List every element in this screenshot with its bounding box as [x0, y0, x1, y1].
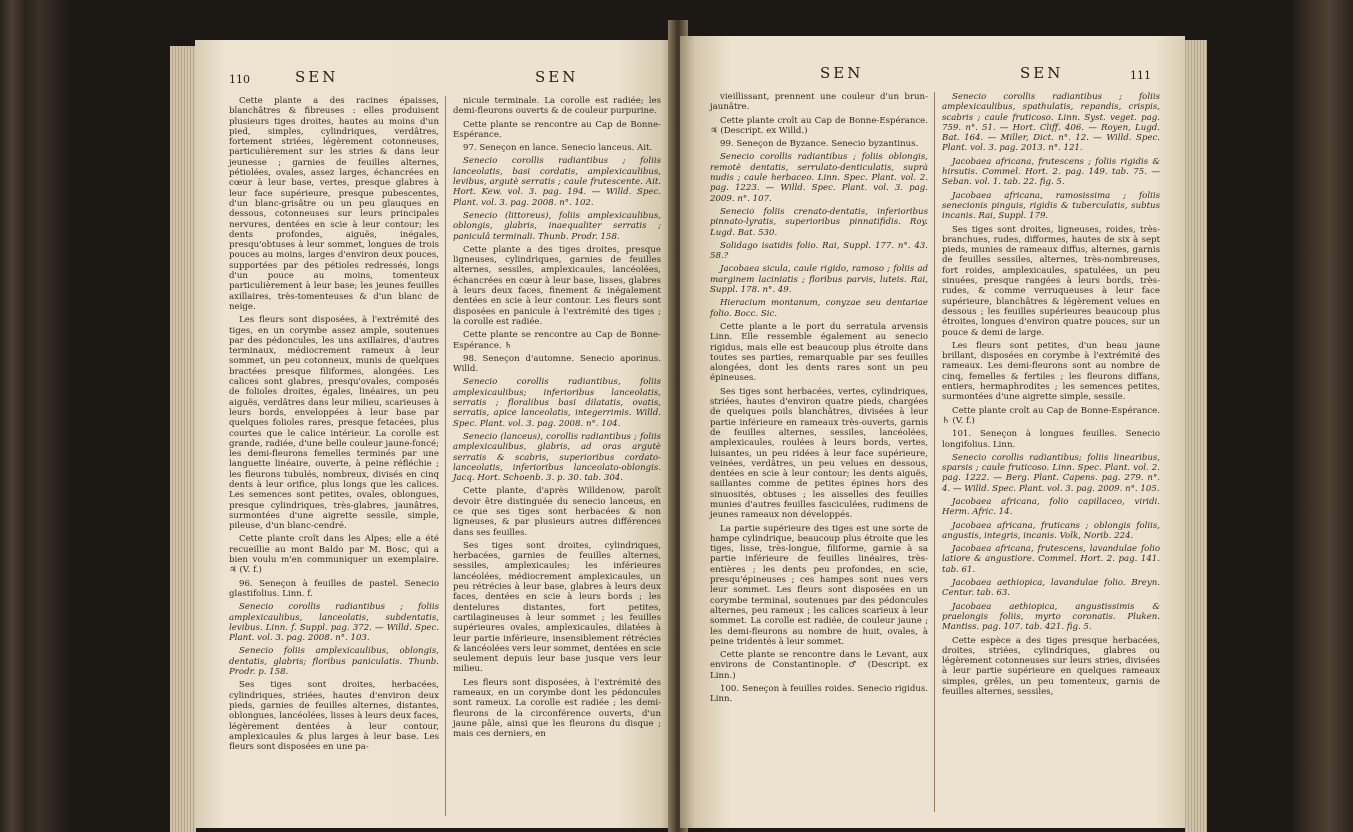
column-rule: [445, 96, 446, 816]
citation: Jacobaea aethiopica, lavandulae folio. Breyn. Centur. tab. 63.: [942, 578, 1160, 599]
text-column-1: [710, 92, 928, 708]
entry-heading: 97. Seneçon en lance. Senecio lanceus. Ait.: [463, 143, 653, 154]
paragraph: Ses tiges sont herbacées, vertes, cylindriques, striées, hautes d'environ quatre pieds, chargées de quelques poils blanchâtres, divisées à leur partie inférieure en rameaux très-ouverts, garnis de feuilles alternes, sessiles, lancéolées, amplexicaules, roulées à leurs bords, vertes, luisantes, un peu ridées à leur face supérieure, veinées, verdâtres, un peu velues en dessous, dentées en scie à leur contour; les dents aiguës, saillantes comme de petites épines hors des sinuosités, obtuses ; les aisselles des feuilles munies d'autres feuilles fasciculées, rudimens de jeunes rameaux non développés.: [710, 386, 928, 521]
paragraph: vieillissant, prennent une couleur d'un brun-jaunâtre.: [710, 92, 928, 113]
paragraph: Cette plante croît au Cap de Bonne-Espérance. ♃ (Descript. ex Willd.): [710, 115, 928, 136]
citation: Jacobaea africana, frutescens, lavandulae folio latiore & angustiore. Commel. Hort. 2. pag. 141. tab. 61.: [942, 544, 1160, 575]
citation: Senecio corollis radiantibus; foliis linearibus, sparsis ; caule fruticoso. Linn. Spec. Plant. vol. 2. pag. 1222. — Berg. Plant. Capens. pag. 279. n°. 4. — Willd. Spec. Plant. vol. 3. pag. 2009. n°. 105.: [942, 452, 1160, 494]
text-column-1: [229, 96, 439, 755]
citation: Jacobaea africana, fruticans ; oblongis foliis, angustis, integris, incanis. Volk, Norib. 224.: [942, 520, 1160, 541]
citation: Senecio (littoreus), foliis amplexicaulibus, oblongis, glabris, inaequaliter serratis ; paniculâ terminali. Thunb. Prodr. 158.: [453, 210, 661, 242]
paragraph: Cette espèce a des tiges presque herbacées, droites, striées, cylindriques, glabres ou légèrement cotonneuses sur leurs stries, divisées à leur partie supérieure en quelques rameaux simples, grêles, un peu tomenteux, garnis de feuilles alternes, sessiles,: [942, 635, 1160, 698]
page-number: 111: [1130, 69, 1151, 82]
citation: Senecio corollis radiantibus ; foliis oblongis, remotè dentatis, serrulato-denticulatis, suprà nudis ; caule herbaceo. Linn. Spec. Plant. vol. 2. pag. 1223. — Willd. Spec. Plant. vol. 3. pag. 2009. n°. 107.: [710, 152, 928, 204]
citation: Hieracium montanum, conyzae seu dentariae folio. Bocc. Sic.: [710, 298, 928, 319]
citation: Senecio corollis radiantibus ; foliis amplexicaulibus, lanceolatis, subdentatis, levibus. Linn. f. Suppl. pag. 372. — Willd. Spec. Plant. vol. 3. pag. 2008. n°. 103.: [229, 602, 439, 644]
paragraph: Ses tiges sont droites, ligneuses, roides, très-branchues, rudes, difformes, hautes de six à sept pieds, munies de rameaux diffus, alternes, garnis de feuilles sessiles, alternes, très-nombreuses, fort roides, amplexicaules, spatulées, un peu sinuées, presque rangées à leurs bords, très-rudes, & comme verruqueuses à leur face supérieure, blanchâtres & légèrement velues en dessous ; les feuilles supérieures beaucoup plus étroites, longues d'environ quatre pouces, sur un pouce & demi de large.: [942, 224, 1160, 338]
citation: Jacobaea sicula, caule rigido, ramoso ; foliis ad marginem laciniatis ; floribus parvis, luteis. Rai, Suppl. 178. n°. 49.: [710, 264, 928, 296]
page-number: 110: [229, 73, 250, 86]
paragraph: La partie supérieure des tiges est une sorte de hampe cylindrique, beaucoup plus étroite que les tiges, lisse, très-longue, filiforme, garnie à sa partie inférieure de feuilles linéaires, très-entières ; les dents peu profondes, en scie, presqu'épineuses ; ces hampes sont nues vers leur sommet. Les fleurs sont disposées en un corymbe terminal, soutenues par des pédoncules alternes, peu rameux ; les calices scarieux à leur sommet. La corolle est radiée, de couleur jaune ; les demi-fleurons au nombre de huit, ovales, à peine tridentés à leur sommet.: [710, 523, 928, 647]
paragraph: Cette plante croît au Cap de Bonne-Espérance. ♄ (V. f.): [942, 405, 1160, 426]
paragraph: Cette plante a des racines épaisses, blanchâtres & fibreuses : elles produisent plusieurs tiges droites, hautes au moins d'un pied, simples, cylindriques, verdâtres, fortement striées, légèrement cotonneuses, particulièrement sur les stries & dans leur jeunesse ; garnies de feuilles alternes, pétiolées, ovales, assez larges, échancrées en cœur à leur base, vertes, presque glabres à leur face supérieure, presque pubescentes, d'un blanc-grisâtre ou un peu glauques en dessous, cotonneuses sur leurs principales nervures, dentées en scie à leur contour; les dents profondes, aiguës, inégales, presqu'obtuses à leur sommet, longues de trois pouces au moins, larges d'environ deux pouces, supportées par des pétioles redressés, longs d'un pouce au moins, tomenteux particulièrement à leur base; les jeunes feuilles axillaires, très-tomenteuses & d'un blanc de neige.: [229, 96, 439, 312]
column-rule: [934, 92, 935, 812]
citation: Solidago isatidis folio. Rai, Suppl. 177. n°. 43. 58.?: [710, 240, 928, 262]
entry-heading: 99. Seneçon de Byzance. Senecio byzantinus.: [720, 139, 919, 150]
citation: Senecio corollis radiantibus ; foliis amplexicaulibus, spathulatis, repandis, crispis, scabris ; caule fruticoso. Linn. Syst. veget. pag. 759. n°. 51. — Hort. Cliff. 406. — Royen, Lugd. Bat. 164. — Miller, Dict. n°. 12. — Willd. Spec. Plant. vol. 3. pag. 2013. n°. 121.: [942, 92, 1160, 154]
citation: Senecio (lanceus), corollis radiantibus ; foliis amplexicaulibus, glabris, ad oras argutè serratis & scabris, superioribus cordato-lanceolatis, inferioribus lanceolato-oblongis. Jacq. Hort. Schoenb. 3. p. 30. tab. 304.: [453, 431, 661, 484]
right-page-edges: [1185, 40, 1207, 832]
citation: Senecio foliis amplexicaulibus, oblongis, dentatis, glabris; floribus paniculatis. Thunb. Prodr. p. 158.: [229, 646, 439, 678]
paragraph: Ses tiges sont droites, cylindriques, herbacées, garnies de feuilles alternes, sessiles, amplexicaules; les inférieures lancéolées, médiocrement amplexicaules, un peu rétrécies à leur base, glabres à leurs deux faces, dentées en scie à leurs bords ; les dentelures distantes, fort petites, cartilagineuses à leur sommet ; les feuilles supérieures ovales, amplexicaules, dilatées à leur partie inférieure, insensiblement rétrécies & lancéolées vers leur sommet, dentées en scie seulement depuis leur base jusque vers leur milieu.: [453, 540, 661, 675]
entry-heading: 98. Seneçon d'automne. Senecio aporinus. Willd.: [453, 353, 661, 375]
left-page: [195, 40, 675, 828]
citation: Senecio foliis crenato-dentatis, inferioribus pinnato-lyratis, superioribus pinnatifidis. Roy. Lugd. Bat. 530.: [710, 206, 928, 238]
right-page: [680, 36, 1185, 828]
left-page-edges: [170, 46, 196, 832]
paragraph: Cette plante croît dans les Alpes; elle a été recueillie au mont Baldo par M. Bosc, qui a bien voulu m'en communiquer un exemplaire. ♃ (V. f.): [229, 534, 439, 576]
paragraph: Cette plante se rencontre au Cap de Bonne-Espérance.: [453, 119, 661, 140]
paragraph: Les fleurs sont petites, d'un beau jaune brillant, disposées en corymbe à l'extrémité des rameaux. Les demi-fleurons sont au nombre de cinq, femelles & fertiles ; les fleurons diffans, entiers, hermaphrodites ; les semences petites, surmontées d'une aigrette simple, sessile.: [942, 340, 1160, 403]
paragraph: Cette plante se rencontre au Cap de Bonne-Espérance. ♄: [453, 330, 661, 351]
paragraph: Cette plante, d'après Willdenow, paroît devoir être distinguée du senecio lanceus, en ce que ses tiges sont herbacées & non ligneuses, & par plusieurs autres différences dans ses feuilles.: [453, 486, 661, 538]
text-column-2: [942, 92, 1160, 700]
citation: Senecio corollis radiantibus, foliis amplexicaulibus; inferioribus lanceolatis, serratis ; floralibus basi dilatatis, ovatis, serratis, apice lanceolatis, integerrimis. Willd. Spec. Plant. vol. 3. pag. 2008. n°. 104.: [453, 377, 661, 429]
citation: Senecio corollis radiantibus ; foliis lanceolatis, basi cordatis, amplexicaulibus, levibus, argutè serratis ; caule frutescente. Ait. Hort. Kew. vol. 3. pag. 194. — Willd. Spec. Plant. vol. 3. pag. 2008. n°. 102.: [453, 156, 661, 208]
entry-heading: 96. Seneçon à feuilles de pastel. Senecio glastifolius. Linn. f.: [229, 578, 439, 599]
citation: Jacobaea aethiopica, angustissimis & praelongis foliis, myrto coronatis. Pluken. Mantiss. pag. 107. tab. 421. fig. 5.: [942, 601, 1160, 633]
paragraph: nicule terminale. La corolle est radiée; les demi-fleurons ouverts & de couleur purpurine.: [453, 96, 661, 117]
paragraph: Cette plante a le port du serratula arvensis Linn. Elle ressemble également au senecio rigidus, mais elle est beaucoup plus étroite dans toutes ses parties, remarquable par ses feuilles alongées, dont les dents rares sont un peu épineuses.: [710, 321, 928, 384]
paragraph: Les fleurs sont disposées, à l'extrémité des tiges, en un corymbe assez ample, soutenues par des pédoncules, les uns axillaires, d'autres terminaux, médiocrement rameux à leur sommet, un peu cotonneux, munis de quelques bractées presque filiformes, alongées. Les calices sont glabres, presqu'ovales, composés de folioles droites, égales, linéaires, un peu aiguës, verdâtres dans leur milieu, scarieuses à leurs bords, enveloppées à leur base par quelques folioles rares, presque fetacées, plus courtes que le calice intérieur. La corolle est grande, radiée, d'une belle couleur jaune-foncé; les demi-fleurons femelles terminés par une languette linéaire, ouverte, à peine réfléchie ; les fleurons tubulés, nombreux, divisés en cinq dents à leur orifice, plus longs que les calices. Les semences sont petites, ovales, oblongues, presque cylindriques, très-glabres, jaunâtres, surmontées d'une aigrette sessile, simple, pileuse, d'un blanc-cendré.: [229, 315, 439, 532]
running-header: SEN: [820, 64, 864, 82]
entry-heading: 101. Seneçon à longues feuilles. Senecio longifolius. Linn.: [942, 429, 1160, 450]
paragraph: Les fleurs sont disposées, à l'extrémité des rameaux, en un corymbe dont les pédoncules sont rameux. La corolle est radiée ; les demi-fleurons de la circonférence ouverts, d'un jaune pâle, ainsi que les fleurons du disque ; mais ces derniers, en: [453, 677, 661, 740]
citation: Jacobaea africana, frutescens ; foliis rigidis & hirsutis. Commel. Hort. 2. pag. 149. tab. 75. — Seban. vol. 1. tab. 22. fig. 5.: [942, 156, 1160, 188]
paragraph: Cette plante a des tiges droites, presque ligneuses, cylindriques, garnies de feuilles alternes, sessiles, amplexicaules, lancéolées, échancrées en cœur à leur base, lisses, glabres à leurs deux faces, finement & inégalement dentées en scie à leur contour. Les fleurs sont disposées en panicule à l'extrémité des tiges ; la corolle est radiée.: [453, 244, 661, 327]
paragraph: Ses tiges sont droites, herbacées, cylindriques, striées, hautes d'environ deux pieds, garnies de feuilles alternes, distantes, oblongues, lancéolées, lisses à leurs deux faces, légèrement dentées à leur contour, amplexicaules & plus larges à leur base. Les fleurs sont disposées en une pa-: [229, 680, 439, 753]
paragraph: Cette plante se rencontre dans le Levant, aux environs de Constantinople. ♂ (Descript. ex Linn.): [710, 650, 928, 681]
entry-heading: 100. Seneçon à feuilles roides. Senecio rigidus. Linn.: [710, 684, 928, 705]
text-column-2: [453, 96, 661, 743]
running-header: SEN: [295, 68, 339, 86]
citation: Jacobaea africana, folio capillaceo, viridi. Herm. Afric. 14.: [942, 496, 1160, 518]
running-header: SEN: [1020, 64, 1064, 82]
citation: Jacobaea africana, ramosissima ; foliis senecionis pinguis, rigidis & tuberculatis, subtus incanis. Rai, Suppl. 179.: [942, 190, 1160, 222]
running-header: SEN: [535, 68, 579, 86]
